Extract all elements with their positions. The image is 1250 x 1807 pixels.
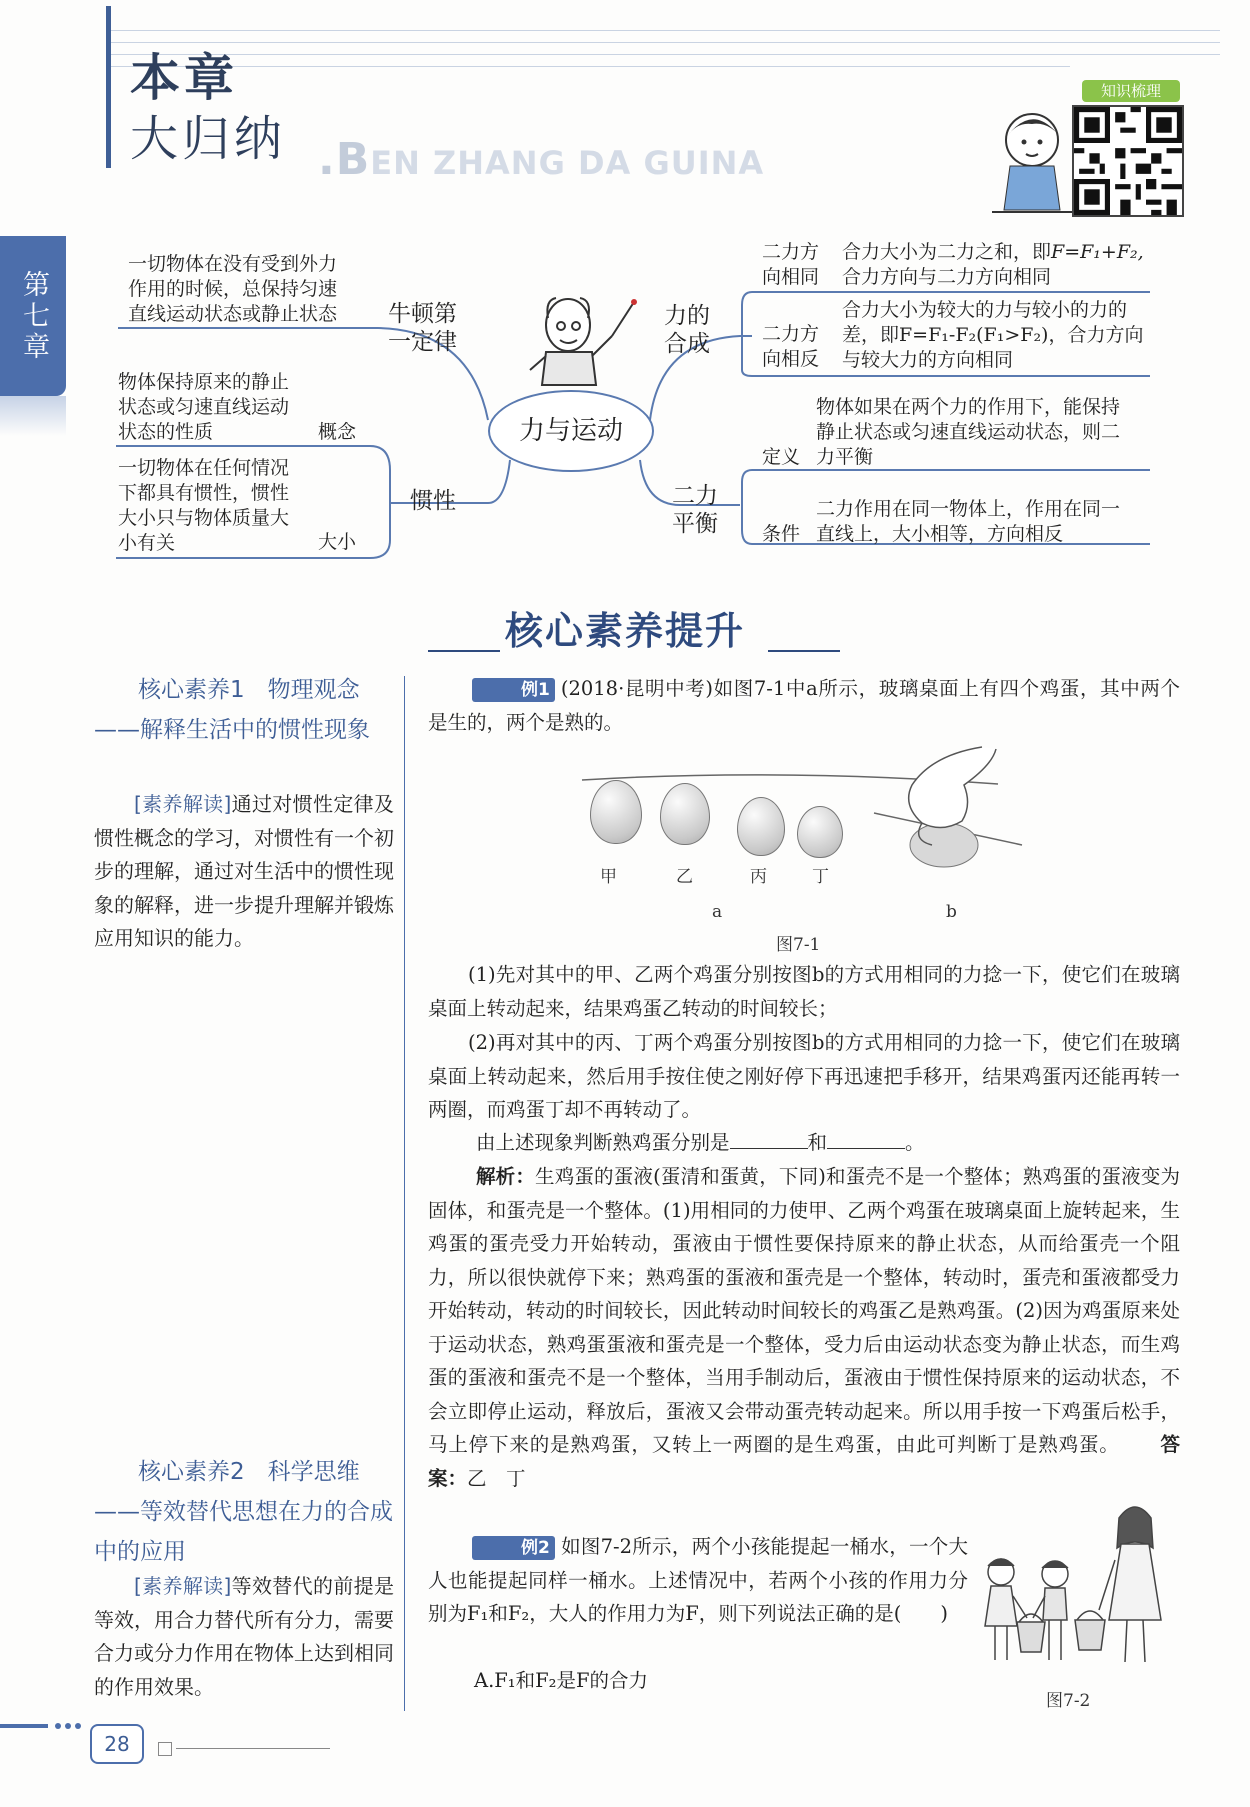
same-direction-label: 二力方 向相同 [762, 241, 820, 288]
answer-blank-2[interactable] [827, 1128, 905, 1149]
section-title: 核心素养提升 [505, 609, 746, 653]
chapter-tab: 第七章 [0, 236, 66, 396]
chapter-title-line2: 大归纳 [130, 111, 287, 167]
example1-question: 由上述现象判断熟鸡蛋分别是 和 。 [428, 1126, 1180, 1160]
egg-label: 甲 [600, 867, 617, 887]
children-and-adult-carrying-bucket-illustration [975, 1500, 1175, 1680]
footer-rule [176, 1748, 330, 1749]
core-literacy-1-heading: 核心素养1 物理观念——解释生活中的惯性现象 [94, 677, 370, 743]
example1-step2: (2)再对其中的丙、丁两个鸡蛋分别按图b的方式用相同的力捻一下，使它们在玻璃桌面上转动起来，然后用手按住使之刚好停下再迅速把手移开，结果鸡蛋丙还能再转一两圈，而鸡蛋丁却不再转动了。 [428, 1031, 1180, 1121]
inertia-label: 惯性 [410, 488, 456, 514]
same-direction-text-2: 合力方向与二力方向相同 [842, 266, 1052, 288]
example-badge: 例1 [472, 678, 555, 702]
egg-label: 丁 [812, 867, 829, 887]
example-badge: 例2 [472, 1536, 555, 1560]
newton-law-label: 牛顿第 一定律 [388, 301, 457, 355]
definition-tag: 定义 [762, 446, 801, 468]
size-tag: 大小 [318, 531, 357, 553]
qr-label: 知识梳理 [1082, 80, 1180, 102]
mindmap-center: 力与运动 [488, 390, 654, 472]
figure-7-1-caption: 图7-1 [776, 935, 821, 955]
footer-box [158, 1742, 172, 1756]
balance-def-text-3: 力平衡 [816, 446, 874, 468]
opposite-direction-label: 二力方 向相反 [762, 323, 820, 370]
same-direction-text: 合力大小为二力之和，即F=F₁+F₂, [842, 241, 1144, 263]
newton-law-text: 一切物体在没有受到外力 作用的时候，总保持匀速 直线运动状态或静止状态 [128, 253, 338, 325]
egg-label: 乙 [676, 867, 693, 887]
egg-label: 丙 [750, 867, 767, 887]
balance-def-text-1: 物体如果在两个力的作用下，能保持 [816, 396, 1121, 418]
answer-blank-1[interactable] [730, 1128, 808, 1149]
core-literacy-2-heading: 核心素养2 科学思维——等效替代思想在力的合成中的应用 [94, 1459, 393, 1565]
core-literacy-2-body: [素养解读]等效替代的前提是等效，用合力替代所有分力，需要合力或分力作用在物体上达到相同的作用效果。 [94, 1574, 394, 1699]
footer-dots [0, 1716, 90, 1736]
two-force-balance-label: 二力 平衡 [672, 483, 718, 537]
example2-text: 例2 如图7-2所示，两个小孩能提起一桶水，一个大人也能提起同样一桶水。上述情况中，若两个小孩的作用力分别为F₁和F₂，大人的作用力为F，则下列说法正确的是( ) [428, 1535, 968, 1625]
column-divider [404, 676, 405, 1711]
egg-yi [660, 783, 710, 845]
inertia-concept-text: 物体保持原来的静止 状态或匀速直线运动 状态的性质 [118, 371, 290, 443]
inertia-size-text: 一切物体在任何情况 下都具有惯性，惯性 大小只与物体质量大 小有关 [118, 457, 290, 554]
example1-step1: (1)先对其中的甲、乙两个鸡蛋分别按图b的方式用相同的力捻一下，使它们在玻璃桌面上转动起来，结果鸡蛋乙转动的时间较长； [428, 963, 1180, 1020]
egg-ding [797, 806, 843, 858]
condition-tag: 条件 [762, 523, 801, 545]
egg-jia [590, 780, 642, 844]
balance-cond-text-1: 二力作用在同一物体上，作用在同一 [816, 498, 1121, 520]
section-title-rule-left [428, 650, 500, 652]
example1-intro: 例1 (2018·昆明中考)如图7-1中a所示，玻璃桌面上有四个鸡蛋，其中两个是生的，两个是熟的。 [428, 677, 1180, 734]
core-literacy-1-body: [素养解读]通过对惯性定律及惯性概念的学习，对惯性有一个初步的理解，通过对生活中的惯性现象的解释，进一步提升理解并锻炼应用知识的能力。 [94, 792, 394, 950]
opposite-direction-text-3: 与较大力的方向相同 [842, 349, 1014, 371]
concept-tag: 概念 [318, 421, 357, 443]
egg-bing [737, 797, 785, 856]
example1-analysis: 解析：生鸡蛋的蛋液(蛋清和蛋黄，下同)和蛋壳不是一个整体；熟鸡蛋的蛋液变为固体，和蛋壳是一个整体。(1)用相同的力使甲、乙两个鸡蛋在玻璃桌面上旋转起来，生鸡蛋的蛋壳受力开始转动，蛋液由于惯性要保持原来的静止状态，从而给蛋壳一个阻力，所以很快就停下来；熟鸡蛋的蛋液和蛋壳是一个整体，转动时，蛋壳和蛋液都受力开始转动，转动的时间较长，因此转动时间较长的鸡蛋乙是熟鸡蛋。(2)因为鸡蛋原来处于运动状态，熟鸡蛋蛋液和蛋壳是一个整体，受力后由运动状态变为静止状态，而生鸡蛋的蛋液和蛋壳不是一个整体，当用手制动后，蛋液由于惯性保持原来的运动状态，不会立即停止运动，释放后，蛋液又会带动蛋壳转动起来。所以用手按一下鸡蛋后松手，马上停下来的是熟鸡蛋，又转上一两圈的是生鸡蛋，由此可判断丁是熟鸡蛋。 答案：乙 丁 [428, 1165, 1180, 1490]
example2-option-a: A.F₁和F₂是F的合力 [474, 1669, 649, 1692]
chapter-subtitle: .BEN ZHANG DA GUINA [318, 134, 765, 185]
hand-spinning-egg-illustration [872, 745, 1032, 875]
opposite-direction-text-2: 差，即F=F₁-F₂(F₁>F₂)，合力方向 [842, 324, 1144, 346]
figure-sub-b: b [946, 902, 957, 922]
opposite-direction-text-1: 合力大小为较大的力与较小的力的 [842, 299, 1128, 321]
section-title-rule-right [768, 650, 840, 652]
balance-def-text-2: 静止状态或匀速直线运动状态，则二 [816, 421, 1121, 443]
balance-cond-text-2: 直线上，大小相等，方向相反 [816, 523, 1064, 545]
chapter-title-line1: 本章 [130, 49, 238, 107]
figure-7-2-caption: 图7-2 [1046, 1691, 1091, 1711]
force-composition-label: 力的 合成 [664, 303, 710, 357]
figure-sub-a: a [712, 902, 723, 922]
page-number: 28 [90, 1724, 144, 1764]
